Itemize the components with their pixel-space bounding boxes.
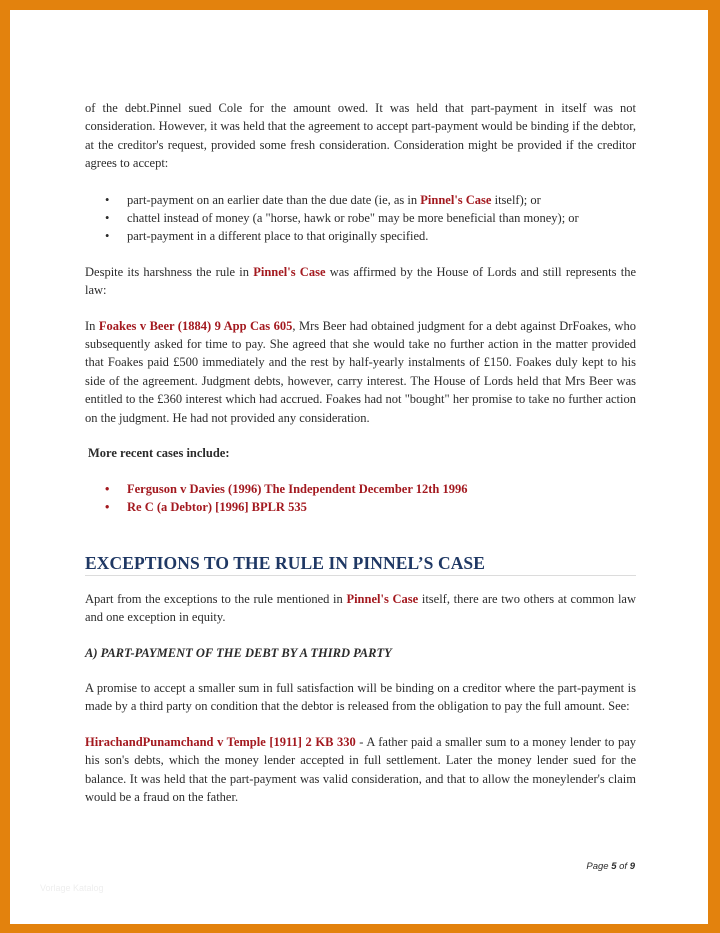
- recent-cases-heading: More recent cases include:: [88, 446, 230, 461]
- document-page: [10, 10, 708, 924]
- watermark: Vorlage Katalog: [40, 883, 104, 893]
- case-citation: Foakes v Beer (1884) 9 App Cas 605: [98, 318, 293, 333]
- subsection-heading: A) PART-PAYMENT OF THE DEBT BY A THIRD PARTY: [85, 645, 392, 660]
- section-heading: EXCEPTIONS TO THE RULE IN PINNEL’S CASE: [85, 554, 636, 575]
- list-item: • Ferguson v Davies (1996) The Independent December 12th 1996: [85, 480, 636, 498]
- list-item: • chattel instead of money (a "horse, hawk or robe" may be more beneficial than money); or: [85, 209, 636, 227]
- paragraph-harshness: Despite its harshness the rule in Pinnel's Case was affirmed by the House of Lords and still represents the law:: [85, 264, 636, 298]
- paragraph-third-party: A promise to accept a smaller sum in full satisfaction will be binding on a creditor where the part-payment is made by a third party on condition that the debtor is released from the obligation to pay the full amount. See:: [85, 680, 636, 714]
- case-citation: Pinnel's Case: [420, 192, 492, 207]
- case-citation: HirachandPunamchand v Temple [1911] 2 KB 330: [85, 734, 356, 749]
- recent-cases-list: [85, 480, 636, 517]
- paragraph-pinnel-continued: of the debt.Pinnel sued Cole for the amount owed. It was held that part-payment in itself was not consideration. However, it was held that the agreement to accept part-payment would be binding if the debtor, at the creditor's request, provided some fresh consideration. Consideration might be provided if the creditor agrees to accept:: [85, 101, 636, 171]
- consideration-list: [85, 191, 636, 246]
- list-item: • part-payment in a different place to that originally specified.: [85, 227, 636, 245]
- page-content: [85, 90, 636, 806]
- paragraph-hirachand: HirachandPunamchand v Temple [1911] 2 KB 330 - A father paid a smaller sum to a money lender to pay his son's debts, which the money lender accepted in full settlement. Later the money lender sued for the balance. It was held that the part-payment was valid consideration, and that to allow the moneylender's claim would be a fraud on the father.: [85, 734, 636, 804]
- list-item: • Re C (a Debtor) [1996] BPLR 535: [85, 498, 636, 516]
- case-citation: Pinnel's Case: [253, 264, 326, 279]
- list-item: • part-payment on an earlier date than the due date (ie, as in Pinnel's Case itself); or: [85, 191, 636, 209]
- paragraph-exceptions-intro: Apart from the exceptions to the rule mentioned in Pinnel's Case itself, there are two others at common law and one exception in equity.: [85, 591, 636, 625]
- page-number: Page 5 of 9: [586, 861, 635, 872]
- case-citation: Pinnel's Case: [346, 591, 419, 606]
- paragraph-foakes-v-beer: In Foakes v Beer (1884) 9 App Cas 605, Mrs Beer had obtained judgment for a debt against DrFoakes, who subsequently asked for time to pay. She agreed that she would take no further action in the matter provided that Foakes paid £500 immediately and the rest by half-yearly instalments of £150. Foakes duly kept to his side of the agreement. Judgment debts, however, carry interest. The House of Lords held that Mrs Beer was entitled to the £360 interest which had accrued. Foakes had not "bought" her promise to take no further action on the judgment. He had not provided any consideration.: [85, 318, 636, 425]
